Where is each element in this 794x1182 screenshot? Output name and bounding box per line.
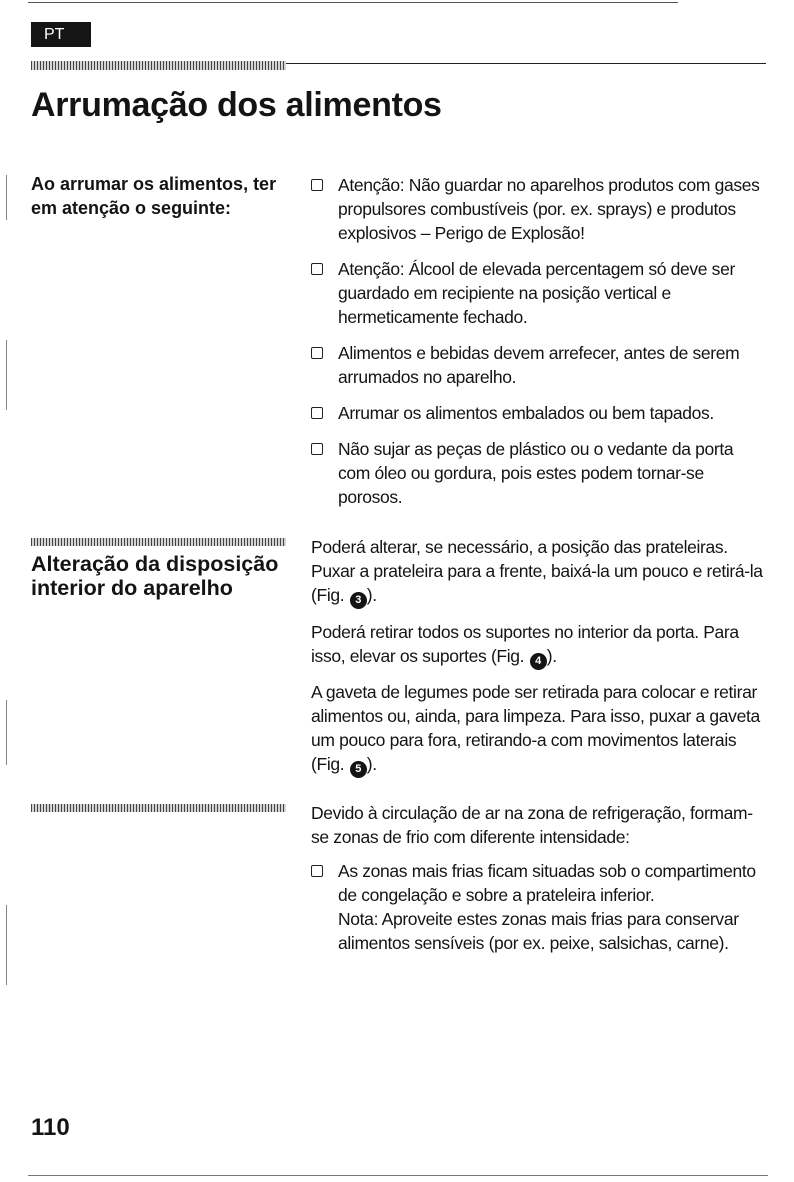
- paragraph-cold-zones: Devido à circulação de ar na zona de refrigeração, formam-se zonas de frio com diferente intensidade:: [311, 803, 753, 847]
- checkbox-icon: [311, 865, 323, 877]
- checkbox-icon: [311, 347, 323, 359]
- checklist-item: [311, 341, 766, 389]
- paragraph-shelves: [311, 535, 766, 609]
- scan-edge-mark: [6, 700, 7, 765]
- checkbox-icon: [311, 407, 323, 419]
- paragraph-end: ).: [366, 585, 377, 605]
- figure-number-icon: 4: [530, 653, 547, 670]
- paragraph-text: Poderá retirar todos os suportes no interior da porta. Para isso, elevar os suportes (Fig.: [311, 622, 739, 666]
- checkbox-icon: [311, 179, 323, 191]
- section-heading-storage: Ao arrumar os alimentos, ter em atenção o seguinte:: [31, 174, 277, 218]
- checklist-item-note: Nota: Aproveite estes zonas mais frias para conservar alimentos sensíveis (por ex. peixe, salsichas, carne).: [338, 909, 739, 953]
- checklist-item: [311, 173, 766, 245]
- language-badge: PT: [31, 22, 91, 47]
- section-hatch-bar: [31, 804, 286, 812]
- section-hatch-bar: [31, 538, 286, 546]
- checklist-item-text: Atenção: Álcool de elevada percentagem só deve ser guardado em recipiente na posição vertical e hermeticamente fechado.: [338, 259, 735, 327]
- top-border-line: [28, 2, 678, 3]
- checklist-item: [311, 437, 766, 509]
- checklist-item-text: Não sujar as peças de plástico ou o vedante da porta com óleo ou gordura, pois estes podem tornar-se porosos.: [338, 439, 734, 507]
- paragraph-end: ).: [546, 646, 557, 666]
- header-rule: [286, 63, 766, 64]
- paragraph-door-supports: [311, 620, 766, 670]
- section-heading-layout: Alteração da disposição interior do aparelho: [31, 552, 279, 600]
- checklist-item-text: Arrumar os alimentos embalados ou bem tapados.: [338, 403, 714, 423]
- figure-number-icon: 3: [350, 592, 367, 609]
- cold-zones-checklist: [311, 859, 766, 967]
- storage-checklist: [311, 173, 766, 521]
- checklist-item: [311, 859, 766, 955]
- paragraph-vegetable-drawer: [311, 680, 766, 778]
- checklist-item-text: Alimentos e bebidas devem arrefecer, antes de serem arrumados no aparelho.: [338, 343, 740, 387]
- checkbox-icon: [311, 443, 323, 455]
- page-title: Arrumação dos alimentos: [31, 86, 442, 124]
- bottom-border-line: [28, 1175, 768, 1176]
- checklist-item-text: As zonas mais frias ficam situadas sob o compartimento de congelação e sobre a prateleira inferior.: [338, 861, 756, 905]
- page-number: 110: [31, 1114, 70, 1141]
- scan-edge-mark: [6, 905, 7, 985]
- checklist-item: [311, 401, 766, 425]
- figure-number-icon: 5: [350, 761, 367, 778]
- section-hatch-bar: [31, 61, 286, 70]
- paragraph-end: ).: [366, 754, 377, 774]
- scan-edge-mark: [6, 175, 7, 220]
- paragraph-text: A gaveta de legumes pode ser retirada para colocar e retirar alimentos ou, ainda, para limpeza. Para isso, puxar a gaveta um pouco para fora, retirando-a com movimentos laterais (Fig.: [311, 682, 760, 774]
- checklist-item: [311, 257, 766, 329]
- checklist-item-text: Atenção: Não guardar no aparelhos produtos com gases propulsores combustíveis (por. ex. sprays) e produtos explosivos – Perigo de Explosão!: [338, 175, 760, 243]
- checkbox-icon: [311, 263, 323, 275]
- scan-edge-mark: [6, 340, 7, 410]
- paragraph-text: Poderá alterar, se necessário, a posição das prateleiras. Puxar a prateleira para a frente, baixá-la um pouco e retirá-la (Fig.: [311, 537, 763, 605]
